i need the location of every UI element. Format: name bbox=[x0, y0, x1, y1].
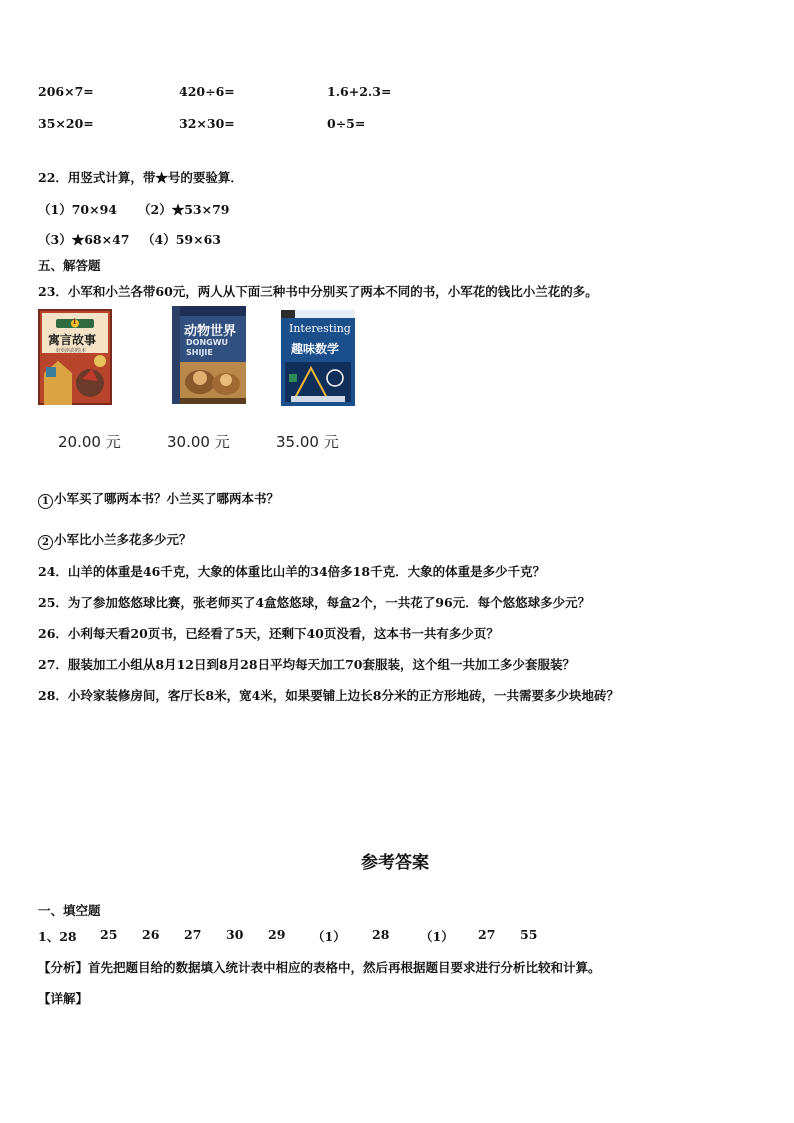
question-26: 26．小利每天看20页书，已经看了5天，还剩下40页没看，这本书一共有多少页？ bbox=[38, 626, 499, 641]
sub-question-text: 小军买了哪两本书？小兰买了哪两本书？ bbox=[54, 491, 280, 506]
question-23-title: 23．小军和小兰各带60元，两人从下面三种书中分别买了两本不同的书，小军花的钱比小兰花的多。 bbox=[38, 284, 598, 299]
answer-item: 29 bbox=[268, 927, 286, 942]
book-title: 趣味数学 bbox=[291, 342, 340, 356]
sub-item: （2）★53×79 bbox=[138, 202, 230, 217]
calc-item: 206×7= bbox=[38, 84, 94, 99]
answers-section-heading: 一、填空题 bbox=[38, 903, 101, 918]
book-subtitle: DONGWU SHIJIE bbox=[186, 338, 229, 357]
circled-number: 1 bbox=[38, 494, 53, 509]
answer-item: 27 bbox=[478, 927, 496, 942]
book-price: 30.00 元 bbox=[167, 433, 230, 451]
answers-title: 参考答案 bbox=[361, 853, 429, 873]
calc-item: 0÷5= bbox=[327, 116, 366, 131]
analysis-line bbox=[38, 958, 601, 976]
detail-label: 【详解】 bbox=[38, 991, 89, 1006]
book-title: 寓言故事 bbox=[48, 333, 97, 347]
calc-item: 35×20= bbox=[38, 116, 94, 131]
sub-question-2 bbox=[38, 530, 192, 550]
answer-item: （1） bbox=[312, 929, 346, 944]
answer-item: 25 bbox=[100, 927, 118, 942]
answer-item: 1、28 bbox=[38, 929, 77, 944]
answer-item: 27 bbox=[184, 927, 202, 942]
calc-item: 1.6+2.3= bbox=[327, 84, 392, 99]
answer-item: （1） bbox=[420, 929, 454, 944]
analysis-label: 【分析】 bbox=[38, 960, 89, 975]
question-27: 27．服装加工小组从8月12日到8月28日平均每天加工70套服装，这个组一共加工多少套服装？ bbox=[38, 657, 575, 672]
book-badge-number: 1 bbox=[72, 317, 77, 326]
book-price: 35.00 元 bbox=[276, 433, 339, 451]
book-price: 20.00 元 bbox=[58, 433, 121, 451]
question-28: 28．小玲家装修房间，客厅长8米，宽4米，如果要铺上边长8分米的正方形地砖，一共需要多少块地砖？ bbox=[38, 688, 619, 703]
question-22-title: 22．用竖式计算，带★号的要验算． bbox=[38, 170, 243, 185]
answer-item: 30 bbox=[226, 927, 244, 942]
answer-item: 55 bbox=[520, 927, 538, 942]
sub-item: （1）70×94 bbox=[38, 202, 117, 217]
question-24: 24．山羊的体重是46千克，大象的体重比山羊的34倍多18千克．大象的体重是多少千克？ bbox=[38, 564, 546, 579]
book-cover-interesting-math bbox=[281, 310, 355, 406]
section-heading: 五、解答题 bbox=[38, 258, 101, 273]
answer-item: 28 bbox=[372, 927, 390, 942]
answer-item: 26 bbox=[142, 927, 160, 942]
sub-question-1 bbox=[38, 489, 279, 509]
book-subtitle: 好妈妈的绘本 bbox=[56, 348, 87, 354]
book-cover-animal-world bbox=[172, 306, 246, 404]
calc-item: 32×30= bbox=[179, 116, 235, 131]
book-title: 动物世界 bbox=[184, 324, 237, 339]
book-title-english: Interesting bbox=[289, 322, 351, 335]
circled-number: 2 bbox=[38, 535, 53, 550]
sub-item: （3）★68×47 bbox=[38, 232, 130, 247]
book-cover-fables bbox=[38, 309, 112, 405]
question-25: 25．为了参加悠悠球比赛，张老师买了4盒悠悠球，每盒2个，一共花了96元．每个悠悠球多少元？ bbox=[38, 595, 591, 610]
sub-question-text: 小军比小兰多花多少元？ bbox=[54, 532, 192, 547]
analysis-text: 首先把题目给的数据填入统计表中相应的表格中，然后再根据题目要求进行分析比较和计算。 bbox=[88, 960, 601, 975]
calc-item: 420÷6= bbox=[179, 84, 235, 99]
sub-item: （4）59×63 bbox=[142, 232, 221, 247]
